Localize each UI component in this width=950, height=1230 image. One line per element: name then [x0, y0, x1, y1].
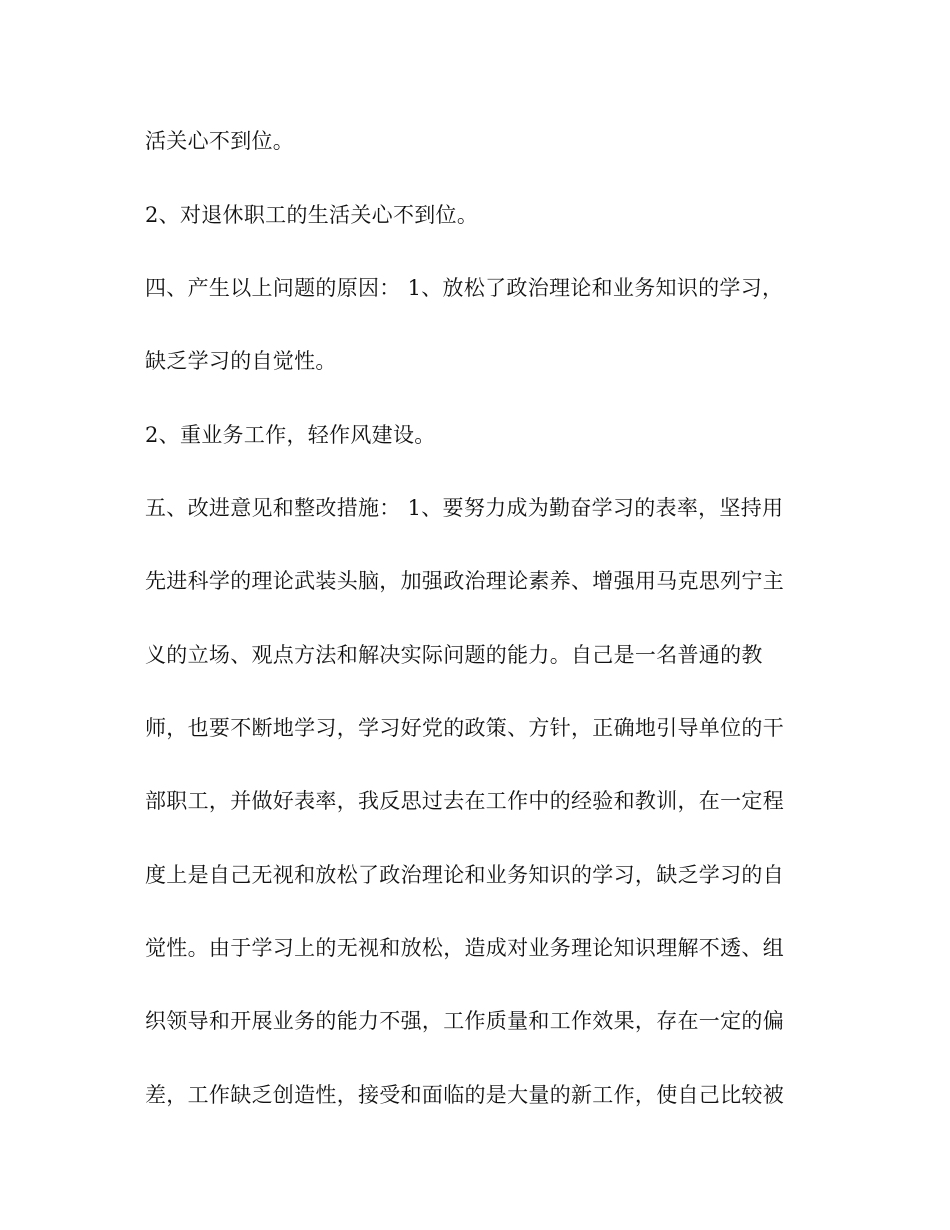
text-line: 义的立场、观点方法和解决实际问题的能力。自己是一名普通的教	[145, 643, 763, 667]
text-line: 觉性。由于学习上的无视和放松，造成对业务理论知识理解不透、组	[145, 936, 784, 960]
text-line: 织领导和开展业务的能力不强，工作质量和工作效果，存在一定的偏	[145, 1009, 784, 1033]
text-line: 2、对退休职工的生活关心不到位。	[145, 203, 479, 227]
text-line: 五、改进意见和整改措施： 1、要努力成为勤奋学习的表率，坚持用	[145, 496, 784, 520]
text-line: 先进科学的理论武装头脑，加强政治理论素养、增强用马克思列宁主	[145, 569, 784, 593]
text-line: 四、产生以上问题的原因： 1、放松了政治理论和业务知识的学习，	[145, 276, 784, 300]
text-line: 缺乏学习的自觉性。	[145, 349, 337, 373]
text-line: 部职工，并做好表率，我反思过去在工作中的经验和教训，在一定程	[145, 789, 784, 813]
text-line: 度上是自己无视和放松了政治理论和业务知识的学习，缺乏学习的自	[145, 863, 784, 887]
text-line: 差，工作缺乏创造性，接受和面临的是大量的新工作，使自己比较被	[145, 1083, 784, 1107]
text-line: 师，也要不断地学习，学习好党的政策、方针，正确地引导单位的干	[145, 716, 784, 740]
text-line: 活关心不到位。	[145, 129, 295, 153]
text-line: 2、重业务工作，轻作风建设。	[145, 423, 436, 447]
